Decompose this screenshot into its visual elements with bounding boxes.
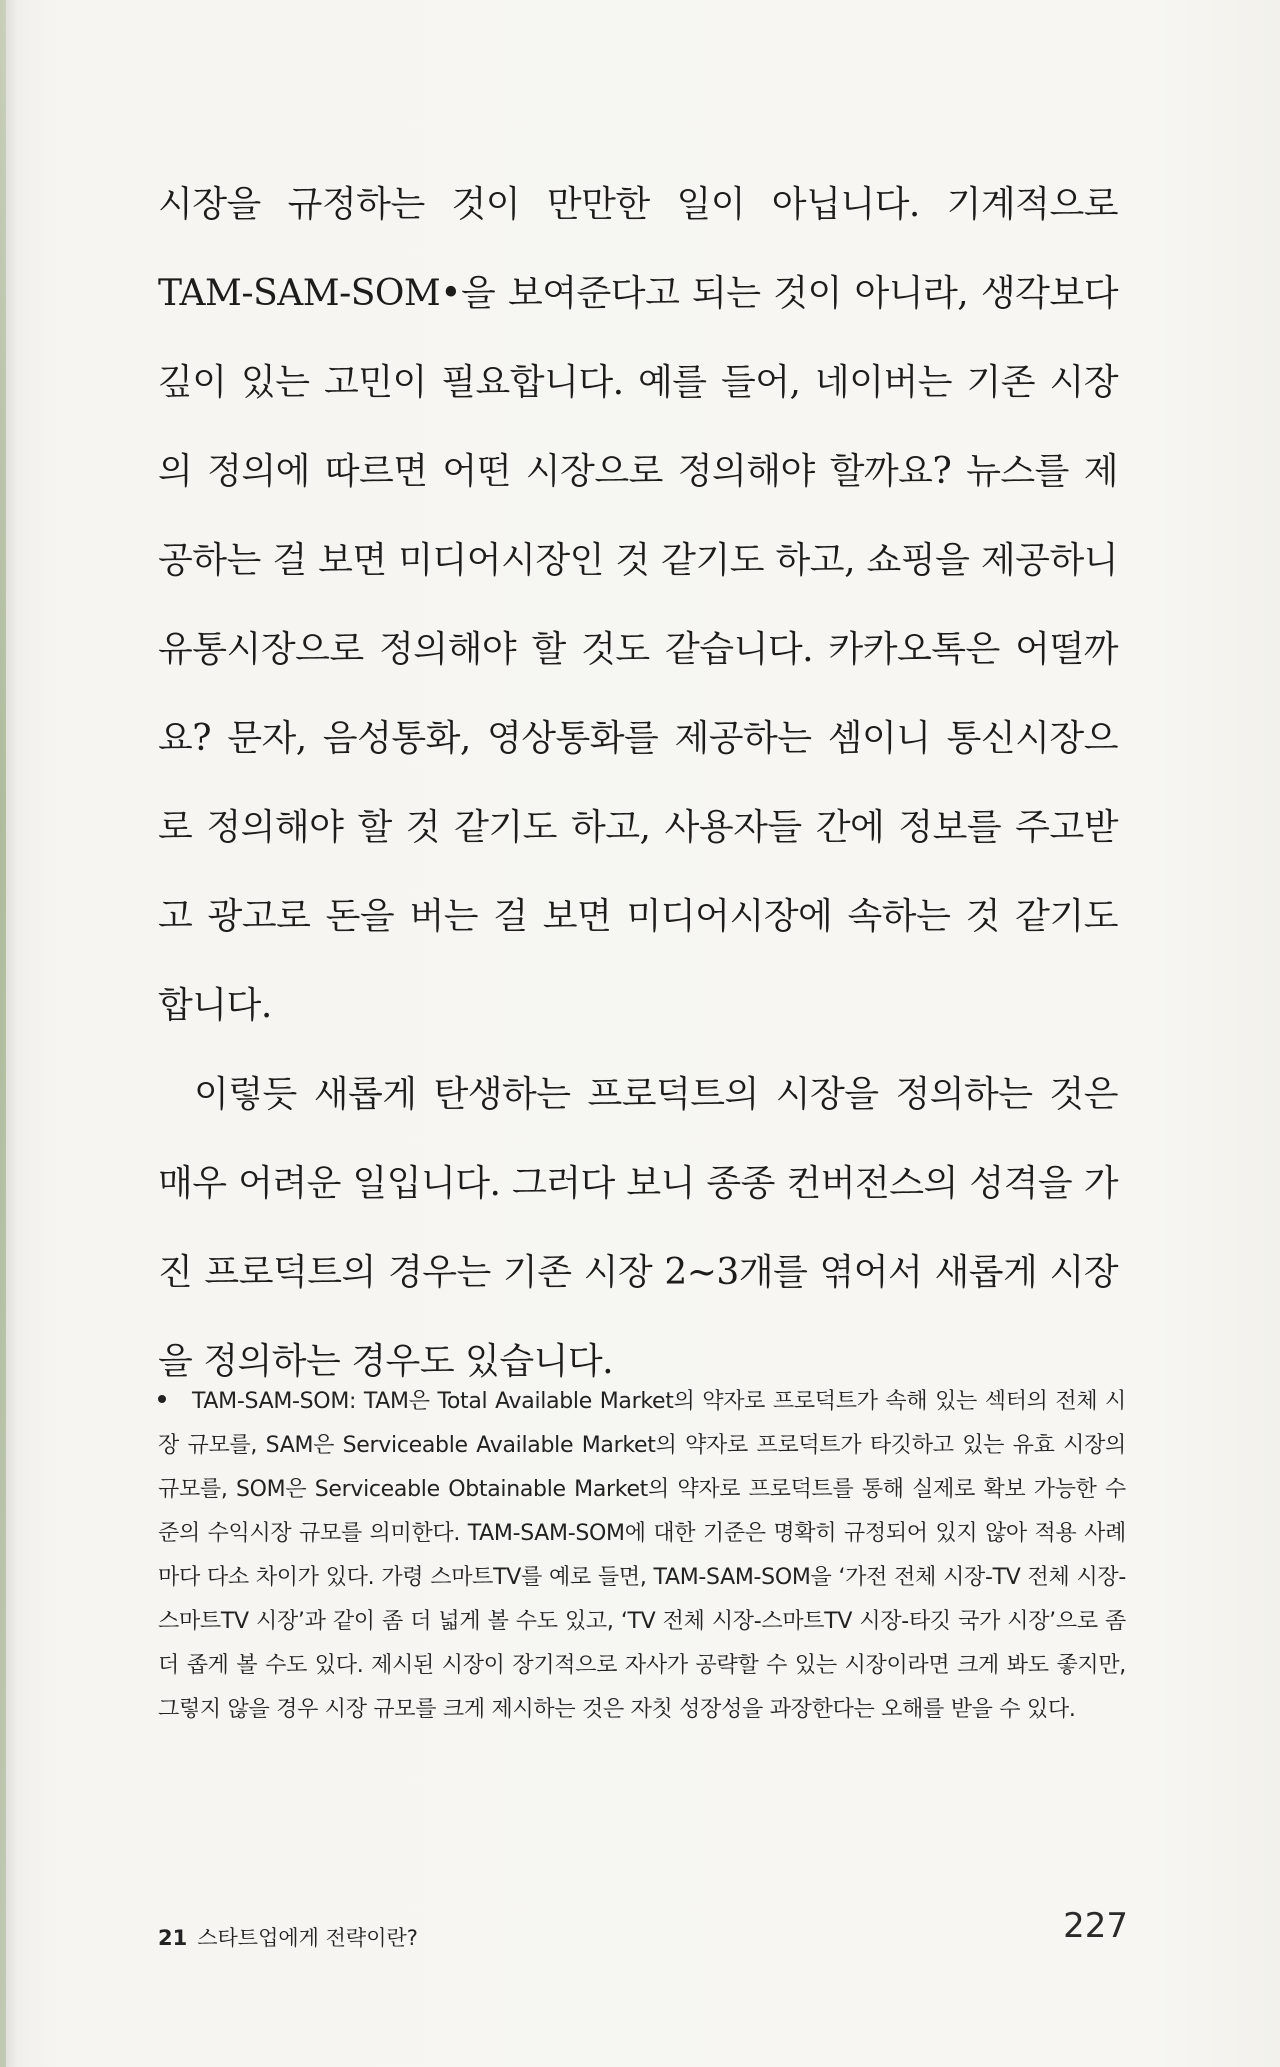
chapter-title: 스타트업에게 전략이란? [197,1926,418,1950]
footnote-text: TAM-SAM-SOM: TAM은 Total Available Market의 약자로 프로덕트가 속해 있는 섹터의 전체 시장 규모를, SAM은 Serviceable Available Market의 약자로 프로덕트가 타깃하고 있는 유효 시장의 규모를, SOM은 Serviceable Obtainable Market의 약자로 프로덕트를 통해 실제로 확보 가능한 수준의 수익시장 규모를 의미한다. TAM-SAM-SOM에 대한 기준은 명확히 규정되어 있지 않아 적용 사례마다 다소 차이가 있다. 가령 스마트TV를 예로 들면, TAM-SAM-SOM을 ‘가전 전체 시장-TV 전체 시장-스마트TV 시장’과 같이 좀 더 넓게 볼 수도 있고, ‘TV 전체 시장-스마트TV 시장-타깃 국가 시장’으로 좀 더 좁게 볼 수도 있다. 제시된 시장이 장기적으로 자사가 공략할 수 있는 시장이라면 크게 봐도 좋지만, 그렇지 않을 경우 시장 규모를 크게 제시하는 것은 자칫 성장성을 과장한다는 오해를 받을 수 있다. [158,1389,1126,1722]
footnote-bullet-icon [158,1395,166,1403]
main-text [158,160,1118,1406]
footnote [158,1380,1126,1732]
page-number: 227 [1063,1906,1128,1946]
paragraph-1: 시장을 규정하는 것이 만만한 일이 아닙니다. 기계적으로 TAM-SAM-SOM•을 보여준다고 되는 것이 아니라, 생각보다 깊이 있는 고민이 필요합니다. 예를 들어, 네이버는 기존 시장의 정의에 따르면 어떤 시장으로 정의해야 할까요? 뉴스를 제공하는 걸 보면 미디어시장인 것 같기도 하고, 쇼핑을 제공하니 유통시장으로 정의해야 할 것도 같습니다. 카카오톡은 어떨까요? 문자, 음성통화, 영상통화를 제공하는 셈이니 통신시장으로 정의해야 할 것 같기도 하고, 사용자들 간에 정보를 주고받고 광고로 돈을 버는 걸 보면 미디어시장에 속하는 것 같기도 합니다. [158,184,1118,1026]
page-edge-shadow [0,0,6,2067]
chapter-number: 21 [158,1926,188,1950]
running-footer [158,1922,418,1952]
paragraph-2: 이렇듯 새롭게 탄생하는 프로덕트의 시장을 정의하는 것은 매우 어려운 일입니다. 그러다 보니 종종 컨버전스의 성격을 가진 프로덕트의 경우는 기존 시장 2~3개를 엮어서 새롭게 시장을 정의하는 경우도 있습니다. [158,1074,1118,1382]
